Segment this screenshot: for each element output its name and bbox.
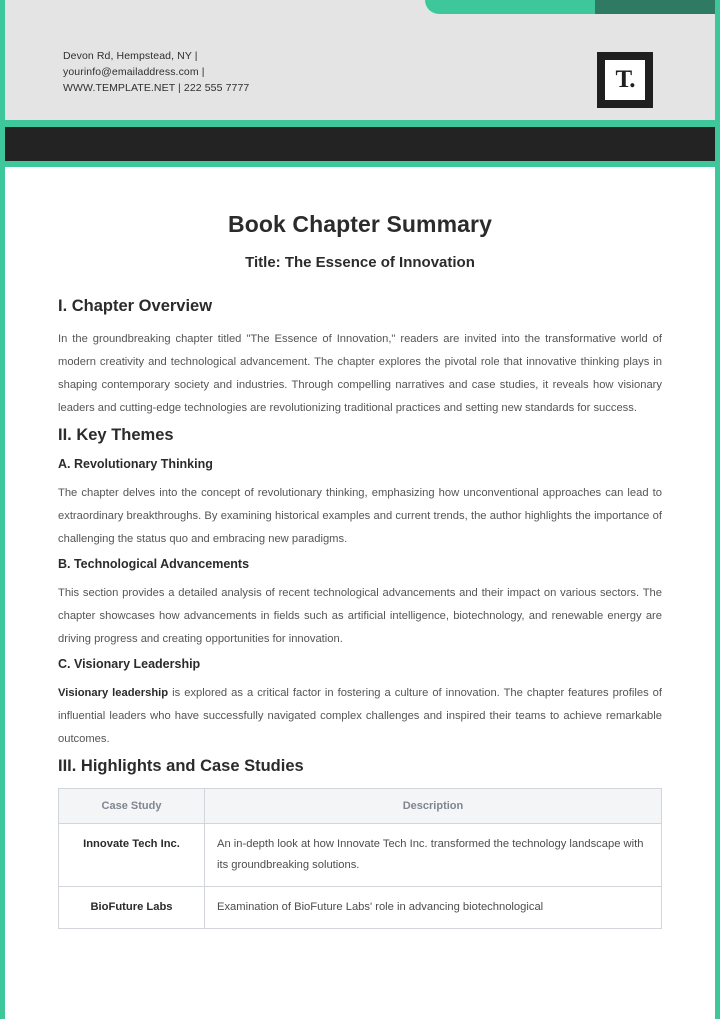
subsection-heading-visionary-leadership: C. Visionary Leadership	[58, 657, 201, 671]
table-header-description: Description	[205, 789, 662, 824]
subsection-heading-revolutionary-thinking: A. Revolutionary Thinking	[58, 457, 213, 471]
subsection-paragraph-technological-advancements: This section provides a detailed analysis of recent technological advancements and their impact on various sectors. The chapter showcases how advancements in fields such as artificial intelligence, biotechnology, and renewable energy are driving progress and creating opportunities for innovation.	[58, 587, 662, 645]
page-subtitle: Title: The Essence of Innovation	[245, 254, 475, 271]
contact-line-2: yourinfo@emailaddress.com |	[63, 66, 205, 78]
brand-logo-text: T.	[605, 60, 645, 100]
left-edge-rule	[0, 0, 5, 1019]
page-title: Book Chapter Summary	[227, 211, 492, 237]
table-header-case-study: Case Study	[59, 789, 205, 824]
table-cell-description: Examination of BioFuture Labs' role in advancing biotechnological	[205, 887, 662, 929]
right-edge-rule	[715, 0, 720, 1019]
section-paragraph-overview: In the groundbreaking chapter titled "The Essence of Innovation," readers are invited into the transformative world of modern creativity and technological advancement. The chapter explores the pivotal role that innovative thinking plays in shaping contemporary society and industries. Through compelling narratives and case studies, it reveals how visionary leaders and cutting-edge technologies are revolutionizing traditional practices and setting new standards for success.	[58, 333, 662, 414]
table-cell-description: An in-depth look at how Innovate Tech Inc. transformed the technology landscape with its groundbreaking solutions.	[205, 824, 662, 887]
brand-logo	[597, 52, 653, 108]
subsection-heading-technological-advancements: B. Technological Advancements	[58, 557, 250, 571]
case-studies-table	[58, 788, 662, 929]
section-heading-highlights: III. Highlights and Case Studies	[58, 757, 304, 775]
paragraph-lead-emphasis: Visionary leadership	[58, 687, 169, 699]
contact-line-1: Devon Rd, Hempstead, NY |	[63, 50, 198, 62]
header-accent-shape	[425, 0, 715, 14]
header-dark-bar	[5, 127, 715, 161]
table-cell-case-name: BioFuture Labs	[59, 887, 205, 929]
table-header-row	[59, 789, 662, 824]
table-row	[59, 887, 662, 929]
section-heading-overview: I. Chapter Overview	[58, 297, 213, 315]
contact-line-3: WWW.TEMPLATE.NET | 222 555 7777	[63, 82, 250, 94]
document-body	[0, 167, 720, 929]
document-header	[5, 0, 715, 120]
table-cell-case-name: Innovate Tech Inc.	[59, 824, 205, 887]
contact-block	[63, 48, 249, 96]
subsection-paragraph-visionary-leadership	[58, 682, 662, 751]
section-heading-key-themes: II. Key Themes	[58, 426, 174, 444]
header-green-bar	[5, 120, 715, 127]
paragraph-rest: is explored as a critical factor in fostering a culture of innovation. The chapter features profiles of influential leaders who have successfully navigated complex challenges and inspired their teams to achieve remarkable outcomes.	[58, 687, 663, 745]
table-row	[59, 824, 662, 887]
subsection-paragraph-revolutionary-thinking: The chapter delves into the concept of revolutionary thinking, emphasizing how unconventional approaches can lead to extraordinary breakthroughs. By examining historical examples and current trends, the author highlights the importance of challenging the status quo and embracing new paradigms.	[58, 487, 662, 545]
